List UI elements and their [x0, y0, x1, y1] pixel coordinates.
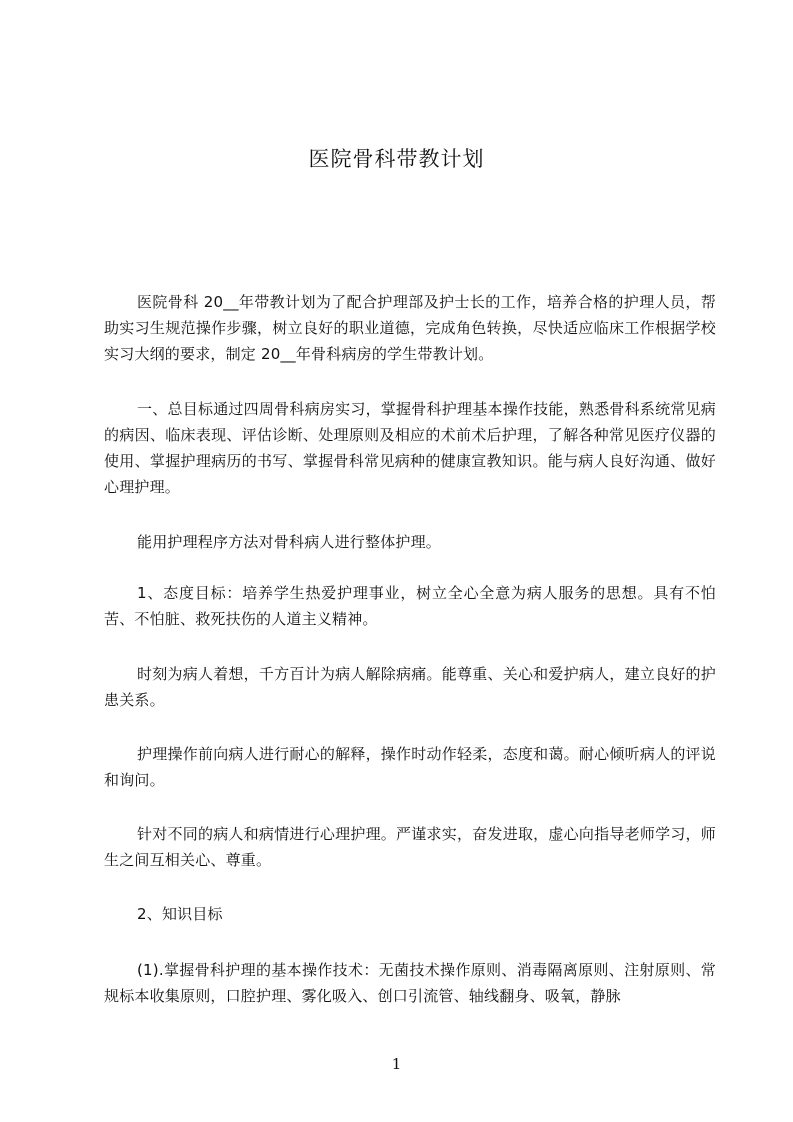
paragraph-overall-goal: 一、总目标通过四周骨科病房实习，掌握骨科护理基本操作技能，熟悉骨科系统常见病的病因、临床表现、评估诊断、处理原则及相应的术前术后护理，了解各种常见医疗仪器的使用、掌握护理病历的书写、掌握骨科常见病种的健康宣教知识。能与病人良好沟通、做好心理护理。	[104, 400, 716, 496]
paragraph-psychological: 针对不同的病人和病情进行心理护理。严谨求实，奋发进取，虚心向指导老师学习，师生之间互相关心、尊重。	[104, 825, 716, 869]
paragraph-knowledge-heading: 2、知识目标	[137, 905, 223, 923]
document-title: 医院骨科带教计划	[308, 147, 485, 171]
paragraph-explanation: 护理操作前向病人进行耐心的解释，操作时动作轻柔，态度和蔼。耐心倾听病人的评说和询问。	[104, 745, 716, 789]
page-number: 1	[391, 1055, 402, 1073]
paragraph-nursing-process: 能用护理程序方法对骨科病人进行整体护理。	[137, 533, 442, 551]
paragraph-attitude-goal: 1、态度目标：培养学生热爱护理事业，树立全心全意为病人服务的思想。具有不怕苦、不怕脏、救死扶伤的人道主义精神。	[104, 584, 716, 628]
paragraph-intro: 医院骨科 20__年带教计划为了配合护理部及护士长的工作，培养合格的护理人员，帮助实习生规范操作步骤，树立良好的职业道德，完成角色转换，尽快适应临床工作根据学校实习大纲的要求，制定 20__年骨科病房的学生带教计划。	[104, 293, 716, 363]
paragraph-patient-care: 时刻为病人着想，千方百计为病人解除病痛。能尊重、关心和爱护病人，建立良好的护患关系。	[104, 665, 716, 709]
paragraph-basic-skills: (1).掌握骨科护理的基本操作技术：无菌技术操作原则、消毒隔离原则、注射原则、常规标本收集原则，口腔护理、雾化吸入、创口引流管、轴线翻身、吸氧，静脉	[104, 961, 716, 1005]
